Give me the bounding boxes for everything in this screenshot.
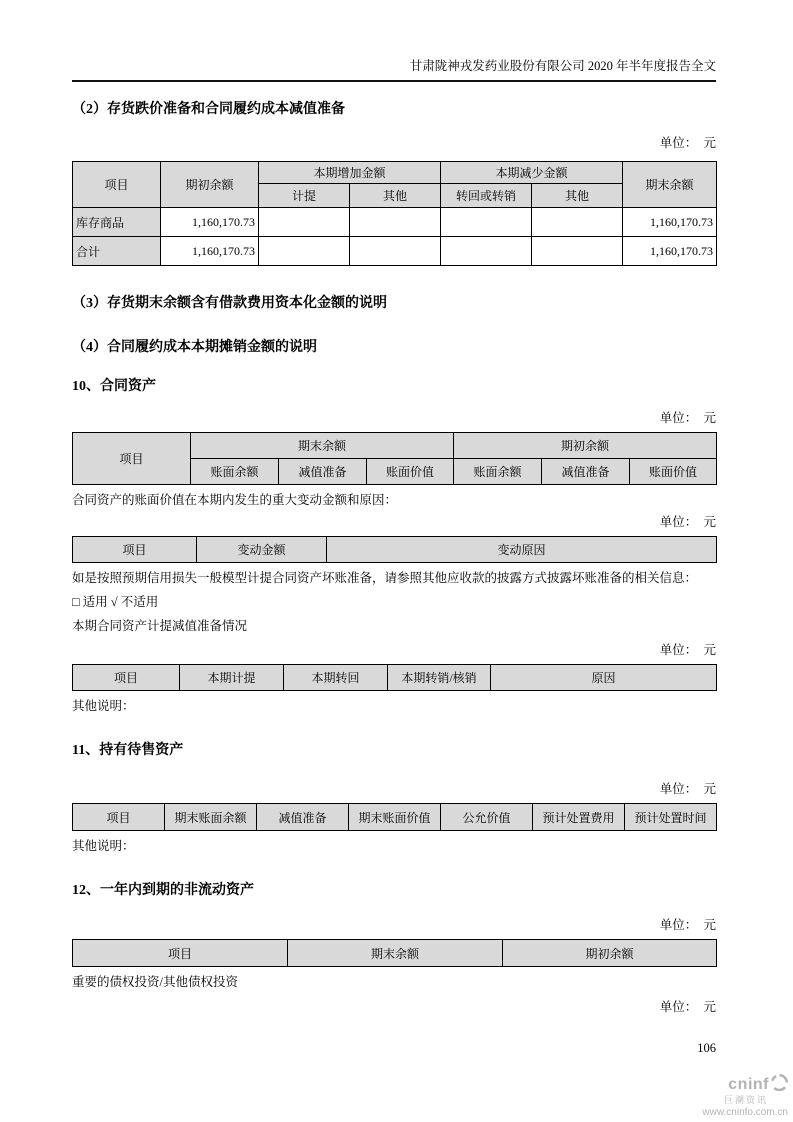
col-reversal: 转回或转销	[441, 184, 532, 208]
page-header: 甘肃陇神戎发药业股份有限公司 2020 年半年度报告全文	[72, 0, 716, 82]
col-group-closing: 期末余额	[191, 433, 454, 459]
provision-note: 本期合同资产计提减值准备情况	[72, 619, 248, 633]
swirl-icon	[771, 1074, 788, 1096]
debt-invest-note: 重要的债权投资/其他债权投资	[72, 975, 238, 989]
col-impairment: 减值准备	[279, 459, 367, 485]
held-for-sale-table	[72, 803, 717, 831]
col-closing-balance: 期末余额	[623, 162, 717, 208]
other-note-2: 其他说明：	[72, 839, 135, 853]
page-number: 106	[697, 1041, 716, 1055]
col-item: 项目	[73, 162, 161, 208]
col-change-amount: 变动金额	[197, 537, 327, 563]
section-heading-10: 10、合同资产	[72, 379, 156, 394]
ecl-note: 如是按照预期信用损失一般模型计提合同资产坏账准备，请参照其他应收款的披露方式披露坏账准备的相关信息：	[72, 571, 698, 585]
table-row-inventory-goods	[73, 208, 717, 237]
col-opening-balance: 期初余额	[161, 162, 259, 208]
col-item: 项目	[73, 804, 165, 831]
col-book-balance: 账面余额	[454, 459, 542, 485]
col-impairment: 减值准备	[542, 459, 630, 485]
unit-label-1: 单位： 元	[659, 136, 716, 150]
cell-provision	[259, 237, 350, 266]
col-closing-balance: 期末余额	[288, 940, 503, 967]
col-closing-book-balance: 期末账面余额	[165, 804, 257, 831]
col-other-increase: 其他	[350, 184, 441, 208]
contract-provision-table	[72, 664, 717, 691]
cell-other-dec	[532, 208, 623, 237]
col-other-decrease: 其他	[532, 184, 623, 208]
col-group-increase: 本期增加金额	[259, 162, 441, 184]
logo-url-text: www.cninfo.com.cn	[702, 1107, 788, 1118]
col-item: 项目	[73, 940, 288, 967]
page-content	[72, 0, 716, 1015]
col-group-opening: 期初余额	[454, 433, 717, 459]
cell-opening: 1,160,170.73	[161, 237, 259, 266]
col-item: 项目	[73, 537, 197, 563]
cell-other-inc	[350, 237, 441, 266]
contract-assets-table	[72, 432, 717, 485]
col-item: 项目	[73, 433, 191, 485]
col-provision: 计提	[259, 184, 350, 208]
col-closing-book-value: 期末账面价值	[349, 804, 441, 831]
section-heading-2: （2）存货跌价准备和合同履约成本减值准备	[72, 102, 345, 117]
unit-label-3: 单位： 元	[659, 515, 716, 529]
col-opening-balance: 期初余额	[503, 940, 717, 967]
col-item: 项目	[73, 665, 180, 691]
col-book-balance: 账面余额	[191, 459, 279, 485]
cell-closing: 1,160,170.73	[623, 237, 717, 266]
section-heading-3: （3）存货期末余额含有借款费用资本化金额的说明	[72, 296, 387, 311]
row-label: 合计	[73, 237, 161, 266]
inventory-provision-table	[72, 161, 717, 266]
col-reason: 原因	[491, 665, 717, 691]
noncurrent-due-table	[72, 939, 717, 967]
cell-reversal	[441, 237, 532, 266]
cell-opening: 1,160,170.73	[161, 208, 259, 237]
col-group-decrease: 本期减少金额	[441, 162, 623, 184]
contract-change-note: 合同资产的账面价值在本期内发生的重大变动金额和原因：	[72, 493, 398, 507]
col-book-value: 账面价值	[367, 459, 454, 485]
cell-other-dec	[532, 237, 623, 266]
col-current-reversal: 本期转回	[284, 665, 388, 691]
cell-other-inc	[350, 208, 441, 237]
other-note-1: 其他说明：	[72, 699, 135, 713]
unit-label-7: 单位： 元	[659, 1000, 716, 1014]
col-book-value: 账面价值	[630, 459, 717, 485]
section-heading-4: （4）合同履约成本本期摊销金额的说明	[72, 340, 317, 355]
logo-chinese-text: 巨潮资讯	[723, 1095, 768, 1105]
col-change-reason: 变动原因	[327, 537, 717, 563]
section-heading-12: 12、一年内到期的非流动资产	[72, 883, 254, 898]
col-impairment: 减值准备	[257, 804, 349, 831]
col-estimated-disposal-time: 预计处置时间	[625, 804, 717, 831]
logo-brand-text: cninf	[728, 1076, 769, 1093]
cninfo-logo	[702, 1074, 788, 1119]
unit-label-6: 单位： 元	[659, 918, 716, 932]
unit-label-5: 单位： 元	[659, 782, 716, 796]
contract-change-table	[72, 536, 717, 563]
table-row-total	[73, 237, 717, 266]
cell-reversal	[441, 208, 532, 237]
col-current-writeoff: 本期转销/核销	[388, 665, 491, 691]
cell-closing: 1,160,170.73	[623, 208, 717, 237]
col-current-provision: 本期计提	[180, 665, 284, 691]
col-fair-value: 公允价值	[441, 804, 533, 831]
col-estimated-disposal-cost: 预计处置费用	[533, 804, 625, 831]
cell-provision	[259, 208, 350, 237]
section-heading-11: 11、持有待售资产	[72, 743, 184, 758]
applicable-line: □ 适用 √ 不适用	[72, 595, 159, 609]
row-label: 库存商品	[73, 208, 161, 237]
unit-label-2: 单位： 元	[659, 411, 716, 425]
unit-label-4: 单位： 元	[659, 643, 716, 657]
